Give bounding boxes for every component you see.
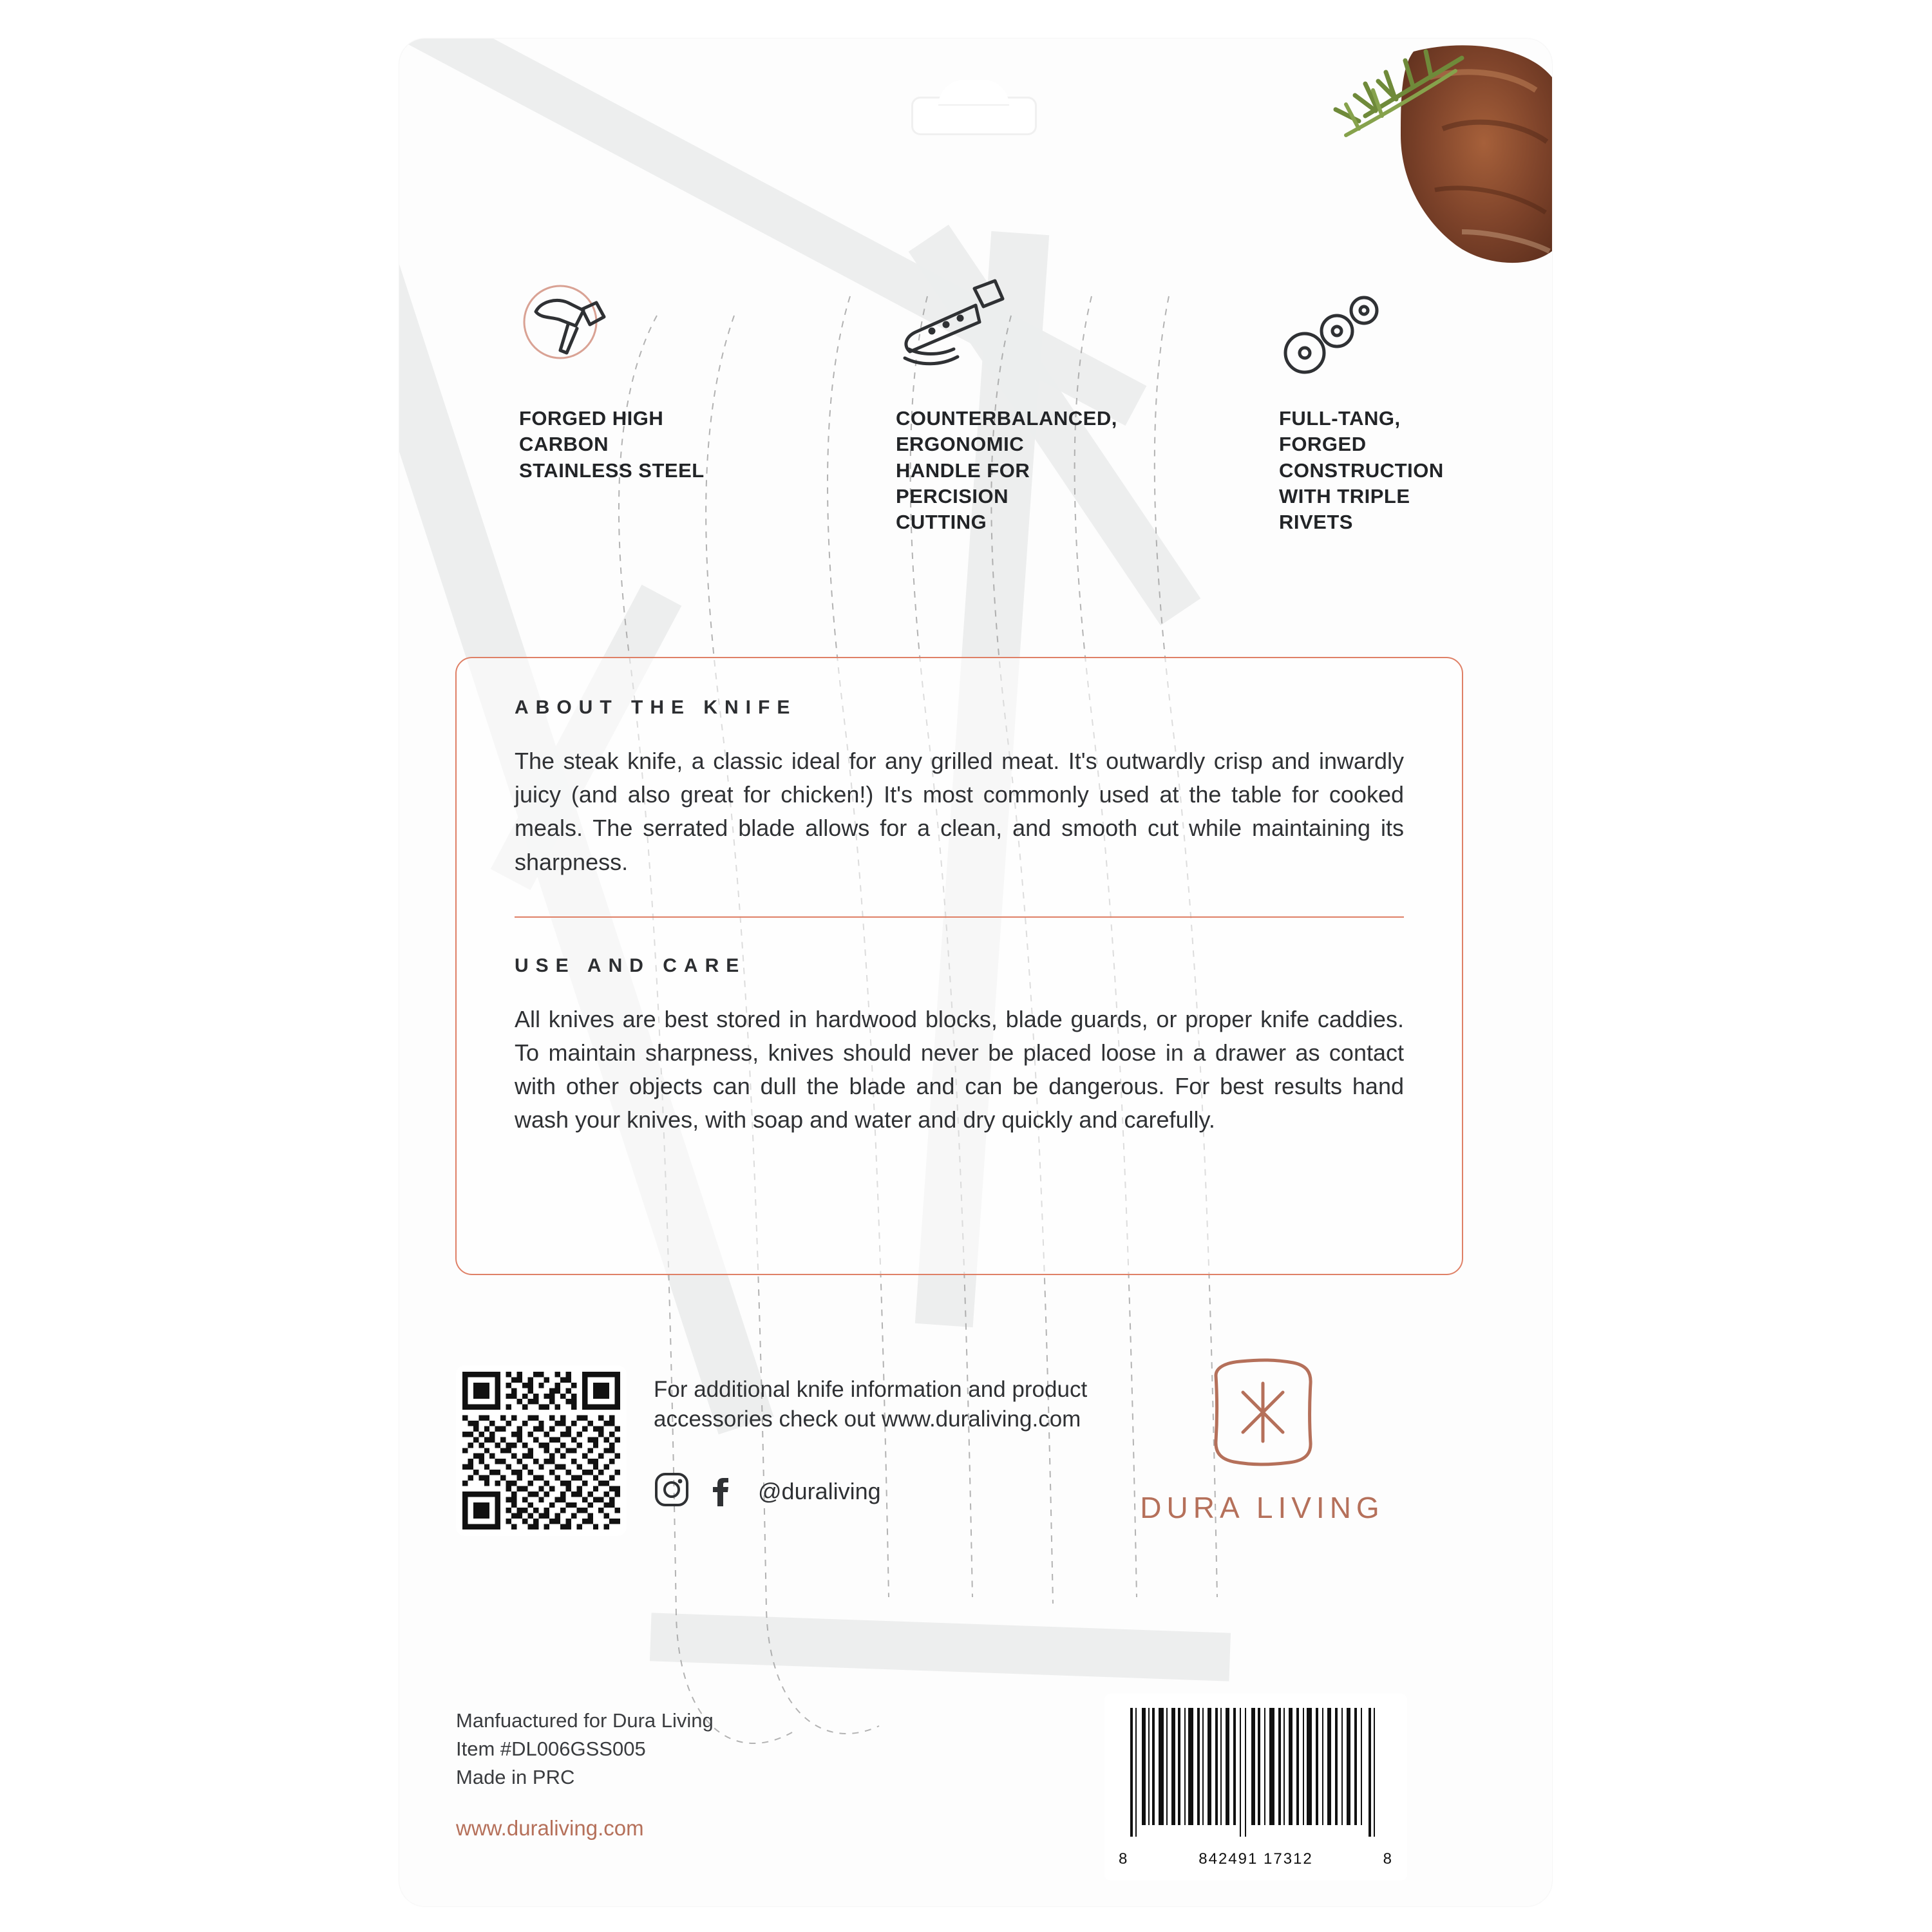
legal-line: Made in PRC <box>456 1766 575 1789</box>
knife-blade-icon <box>879 277 1092 380</box>
about-section-body: The steak knife, a classic ideal for any grilled meat. It's outwardly crisp and inwardly juicy (and also great for chicken!) It's most commonly used at the table for cooked meals. The serrated blade allows for a clean, and smooth cut while maintaining its sharpness. <box>515 748 1404 875</box>
background-ribbon <box>650 1613 1231 1681</box>
brand-block <box>1095 1346 1430 1525</box>
about-section-title: ABOUT THE KNIFE <box>515 697 797 718</box>
product-package-back <box>399 39 1552 1906</box>
feature-caption: FULL-TANG, FORGED CONSTRUCTION WITH TRIPLE RIVETS <box>1279 407 1444 534</box>
info-panel <box>455 657 1463 1275</box>
social-row <box>654 1472 881 1511</box>
instagram-icon[interactable] <box>654 1472 690 1511</box>
feature-list <box>496 277 1475 535</box>
feature-item <box>496 277 708 535</box>
feature-caption: COUNTERBALANCED, ERGONOMIC HANDLE FOR PERCISION CUTTING <box>896 407 1117 534</box>
qr-code[interactable] <box>456 1365 627 1536</box>
hang-hole <box>911 97 1037 135</box>
barcode-right-digit: 8 <box>1383 1850 1393 1868</box>
legal-text <box>456 1707 714 1792</box>
feature-item <box>879 277 1117 535</box>
legal-line: Manfuactured for Dura Living <box>456 1709 714 1732</box>
qr-description: For additional knife information and product accessories check out www.duraliving.com <box>654 1377 1088 1432</box>
hammer-icon <box>496 277 708 380</box>
barcode-main-digits: 842491 17312 <box>1198 1850 1313 1868</box>
brand-name: DURA LIVING <box>1140 1491 1385 1524</box>
barcode <box>1104 1694 1407 1880</box>
barcode-left-digit: 8 <box>1119 1850 1129 1868</box>
legal-line: Item #DL006GSS005 <box>456 1738 646 1761</box>
facebook-icon[interactable] <box>706 1472 732 1511</box>
website-url[interactable]: www.duraliving.com <box>456 1816 644 1840</box>
care-section-body: All knives are best stored in hardwood blocks, blade guards, or proper knife caddies. To maintain sharpness, knives should never be placed loose in a drawer as contact with other objects can dull the blade and can be dangerous. For best results hand wash your knives, with soap and water and dry quickly and carefully. <box>515 1005 1404 1133</box>
section-divider <box>515 916 1404 918</box>
social-handle: @duraliving <box>758 1477 881 1504</box>
feature-item <box>1262 277 1475 535</box>
barcode-digits <box>1116 1850 1396 1868</box>
care-section-title: USE AND CARE <box>515 954 746 976</box>
feature-caption: FORGED HIGH CARBON STAINLESS STEEL <box>519 407 705 482</box>
dura-living-monogram <box>1095 1346 1430 1481</box>
triple-rivets-icon <box>1262 277 1475 380</box>
